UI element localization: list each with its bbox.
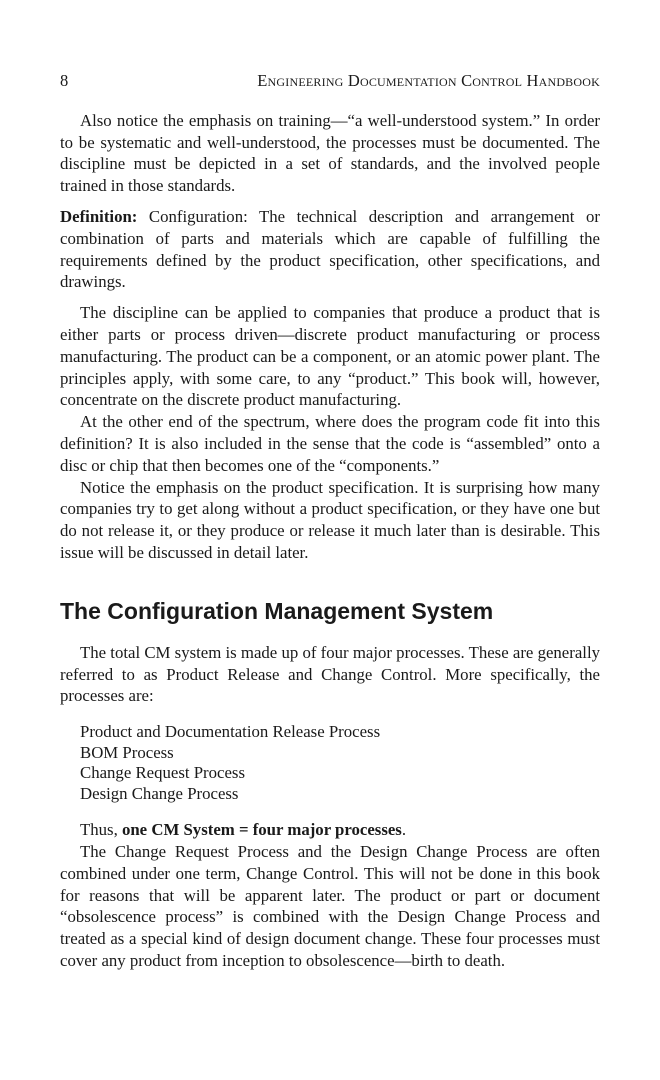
running-head	[60, 70, 600, 92]
paragraph-change-control: The Change Request Process and the Design Change Process are often combined under one term, Change Control. This will not be done in this book for reasons that will be apparent later. The product or part or document “obsolescence process” is combined with the Design Change Process and treated as a special kind of design document change. These four processes must cover any product from inception to obsolescence—birth to death.	[60, 841, 600, 970]
list-item: BOM Process	[80, 742, 174, 762]
paragraph-cm-intro: The total CM system is made up of four major processes. These are generally referred to as Product Release and Change Control. More specifically, the processes are:	[60, 642, 600, 706]
paragraph-product-spec: Notice the emphasis on the product specification. It is surprising how many companies try to get along without a product specification, or they have one but do not release it, or they produce or release it much later than is desirable. This issue will be discussed in detail later.	[60, 477, 600, 562]
list-item: Product and Documentation Release Process	[80, 722, 381, 742]
equation-prefix: Thus,	[80, 820, 122, 840]
page-number: 8	[60, 71, 69, 90]
paragraph-discipline: The discipline can be applied to companies that produce a product that is either parts or process driven—discrete product manufacturing or process manufacturing. The product can be a component, or an atomic power plant. The principles apply, with some care, to any “product.” This book will, however, concentrate on the discrete product manufacturing.	[60, 303, 600, 410]
equation-bold: one CM System = four major processes	[121, 820, 402, 840]
paragraph-program-code: At the other end of the spectrum, where does the program code fit into this definition? It is also included in the sense that the code is “assembled” onto a disc or chip that then becomes one of the “components.”	[60, 412, 600, 475]
process-list	[80, 722, 600, 804]
paragraph-cm-equation	[60, 819, 600, 841]
definition-paragraph	[60, 206, 600, 293]
definition-label: Definition:	[60, 206, 138, 226]
equation-suffix: .	[401, 820, 407, 840]
book-page	[60, 70, 600, 972]
list-item: Design Change Process	[80, 783, 239, 803]
running-title: Engineering Documentation Control Handbook	[257, 71, 600, 90]
paragraph-training: Also notice the emphasis on training—“a well-understood system.” In order to be systematic and well-understood, the processes must be documented. The discipline must be depicted in a set of standards, and the involved people trained in those standards.	[60, 110, 600, 196]
list-item: Change Request Process	[80, 763, 245, 783]
definition-text: Configuration: The technical description and arrangement or combination of parts and materials which are capable of fulfilling the requirements defined by the product specification, other specifications, and drawings.	[60, 206, 600, 292]
section-heading: The Configuration Management System	[60, 597, 494, 624]
